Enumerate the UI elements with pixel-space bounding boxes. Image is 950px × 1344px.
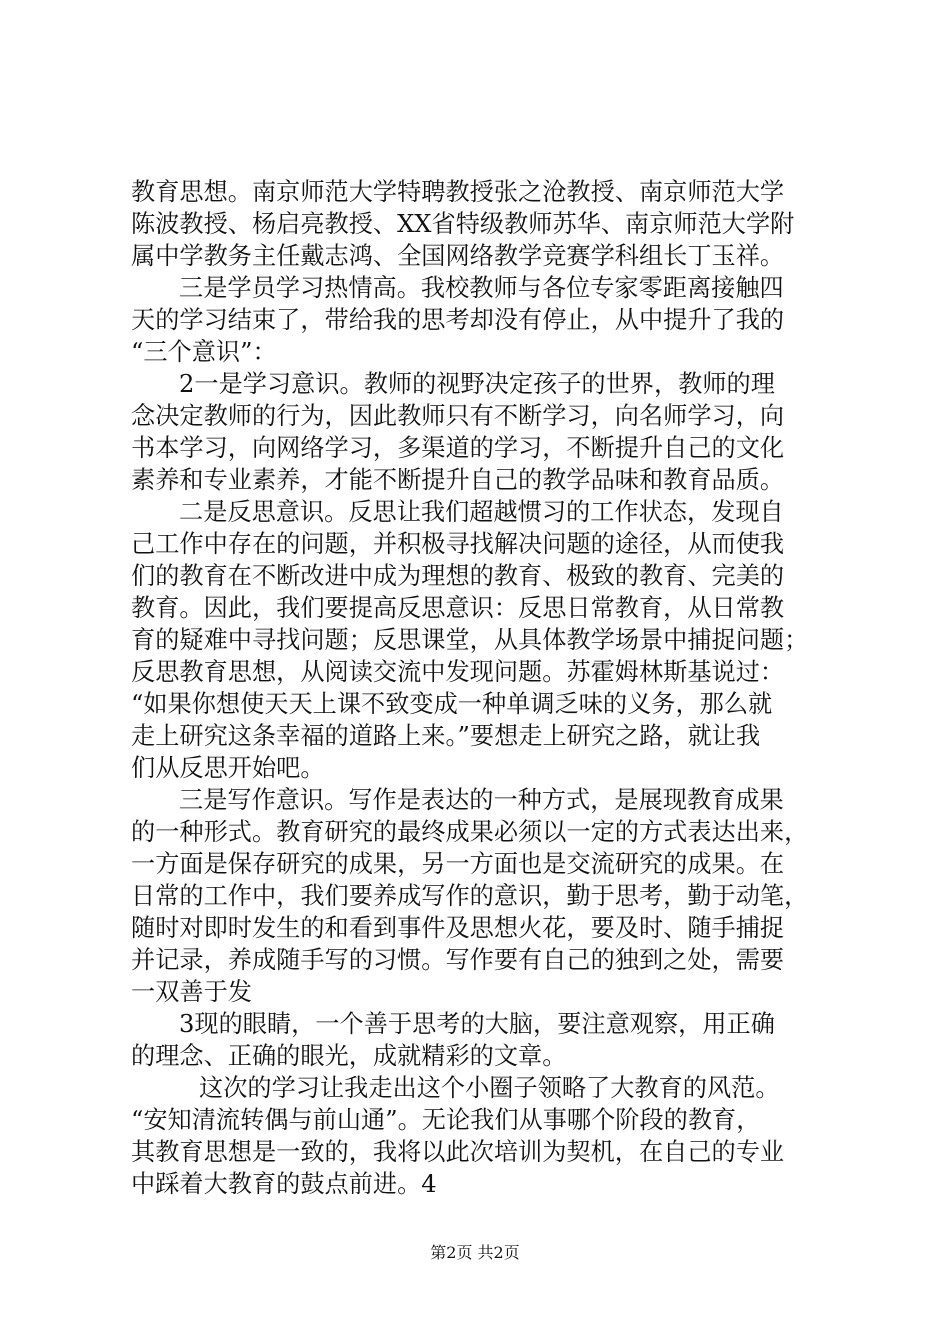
- text-line: “安知清流转偶与前山通”。无论我们从事哪个阶段的教育，: [131, 1106, 761, 1134]
- text-line: 念决定教师的行为，因此教师只有不断学习，向名师学习，向: [131, 402, 785, 430]
- text-line: 3现的眼睛，一个善于思考的大脑，要注意观察，用正确: [179, 1010, 775, 1038]
- text-line: 们从反思开始吧。: [131, 754, 325, 782]
- text-line: 的理念、正确的眼光，成就精彩的文章。: [131, 1042, 567, 1070]
- text-line: 己工作中存在的问题，并积极寻找解决问题的途径，从而使我: [131, 530, 785, 558]
- text-line: 随时对即时发生的和看到事件及思想火花，要及时、随手捕捉: [131, 914, 785, 942]
- text-line: 属中学教务主任戴志鸿、全国网络教学竞赛学科组长丁玉祥。: [131, 242, 785, 270]
- text-line: “三个意识”：: [131, 338, 277, 366]
- page-number-footer: 第2页 共2页: [430, 1243, 520, 1262]
- text-line: 这次的学习让我走出这个小圈子领略了大教育的风范。: [199, 1074, 780, 1102]
- text-line: 教育。因此，我们要提高反思意识：反思日常教育，从日常教: [131, 594, 785, 622]
- text-line: 三是学员学习热情高。我校教师与各位专家零距离接触四: [179, 274, 784, 302]
- text-line: 们的教育在不断改进中成为理想的教育、极致的教育、完美的: [131, 562, 785, 590]
- text-line: 素养和专业素养，才能不断提升自己的教学品味和教育品质。: [131, 466, 785, 494]
- text-line: 2一是学习意识。教师的视野决定孩子的世界，教师的理: [179, 370, 775, 398]
- text-line: 并记录，养成随手写的习惯。写作要有自己的独到之处，需要: [131, 946, 785, 974]
- text-line: 育的疑难中寻找问题；反思课堂，从具体教学场景中捕捉问题；: [131, 626, 809, 654]
- text-line: 陈波教授、杨启亮教授、XX省特级教师苏华、南京师范大学附: [131, 210, 795, 238]
- text-line: 一方面是保存研究的成果，另一方面也是交流研究的成果。在: [131, 850, 785, 878]
- text-line: 一双善于发: [131, 978, 252, 1006]
- text-line: 其教育思想是一致的，我将以此次培训为契机，在自己的专业: [131, 1138, 785, 1166]
- text-line: “如果你想使天天上课不致变成一种单调乏味的义务，那么就: [131, 690, 773, 718]
- text-line: 走上研究这条幸福的道路上来。”要想走上研究之路，就让我: [131, 722, 761, 750]
- text-line: 日常的工作中，我们要养成写作的意识，勤于思考，勤于动笔，: [131, 882, 809, 910]
- text-line: 天的学习结束了，带给我的思考却没有停止，从中提升了我的: [131, 306, 785, 334]
- text-line: 的一种形式。教育研究的最终成果必须以一定的方式表达出来，: [131, 818, 809, 846]
- text-line: 教育思想。南京师范大学特聘教授张之沧教授、南京师范大学: [131, 178, 785, 206]
- text-line: 反思教育思想，从阅读交流中发现问题。苏霍姆林斯基说过：: [131, 658, 785, 686]
- text-line: 中踩着大教育的鼓点前进。4: [131, 1170, 437, 1198]
- text-line: 二是反思意识。反思让我们超越惯习的工作状态，发现自: [179, 498, 784, 526]
- text-line: 三是写作意识。写作是表达的一种方式，是展现教育成果: [179, 786, 784, 814]
- text-line: 书本学习，向网络学习，多渠道的学习，不断提升自己的文化: [131, 434, 785, 462]
- document-body: [131, 176, 831, 1200]
